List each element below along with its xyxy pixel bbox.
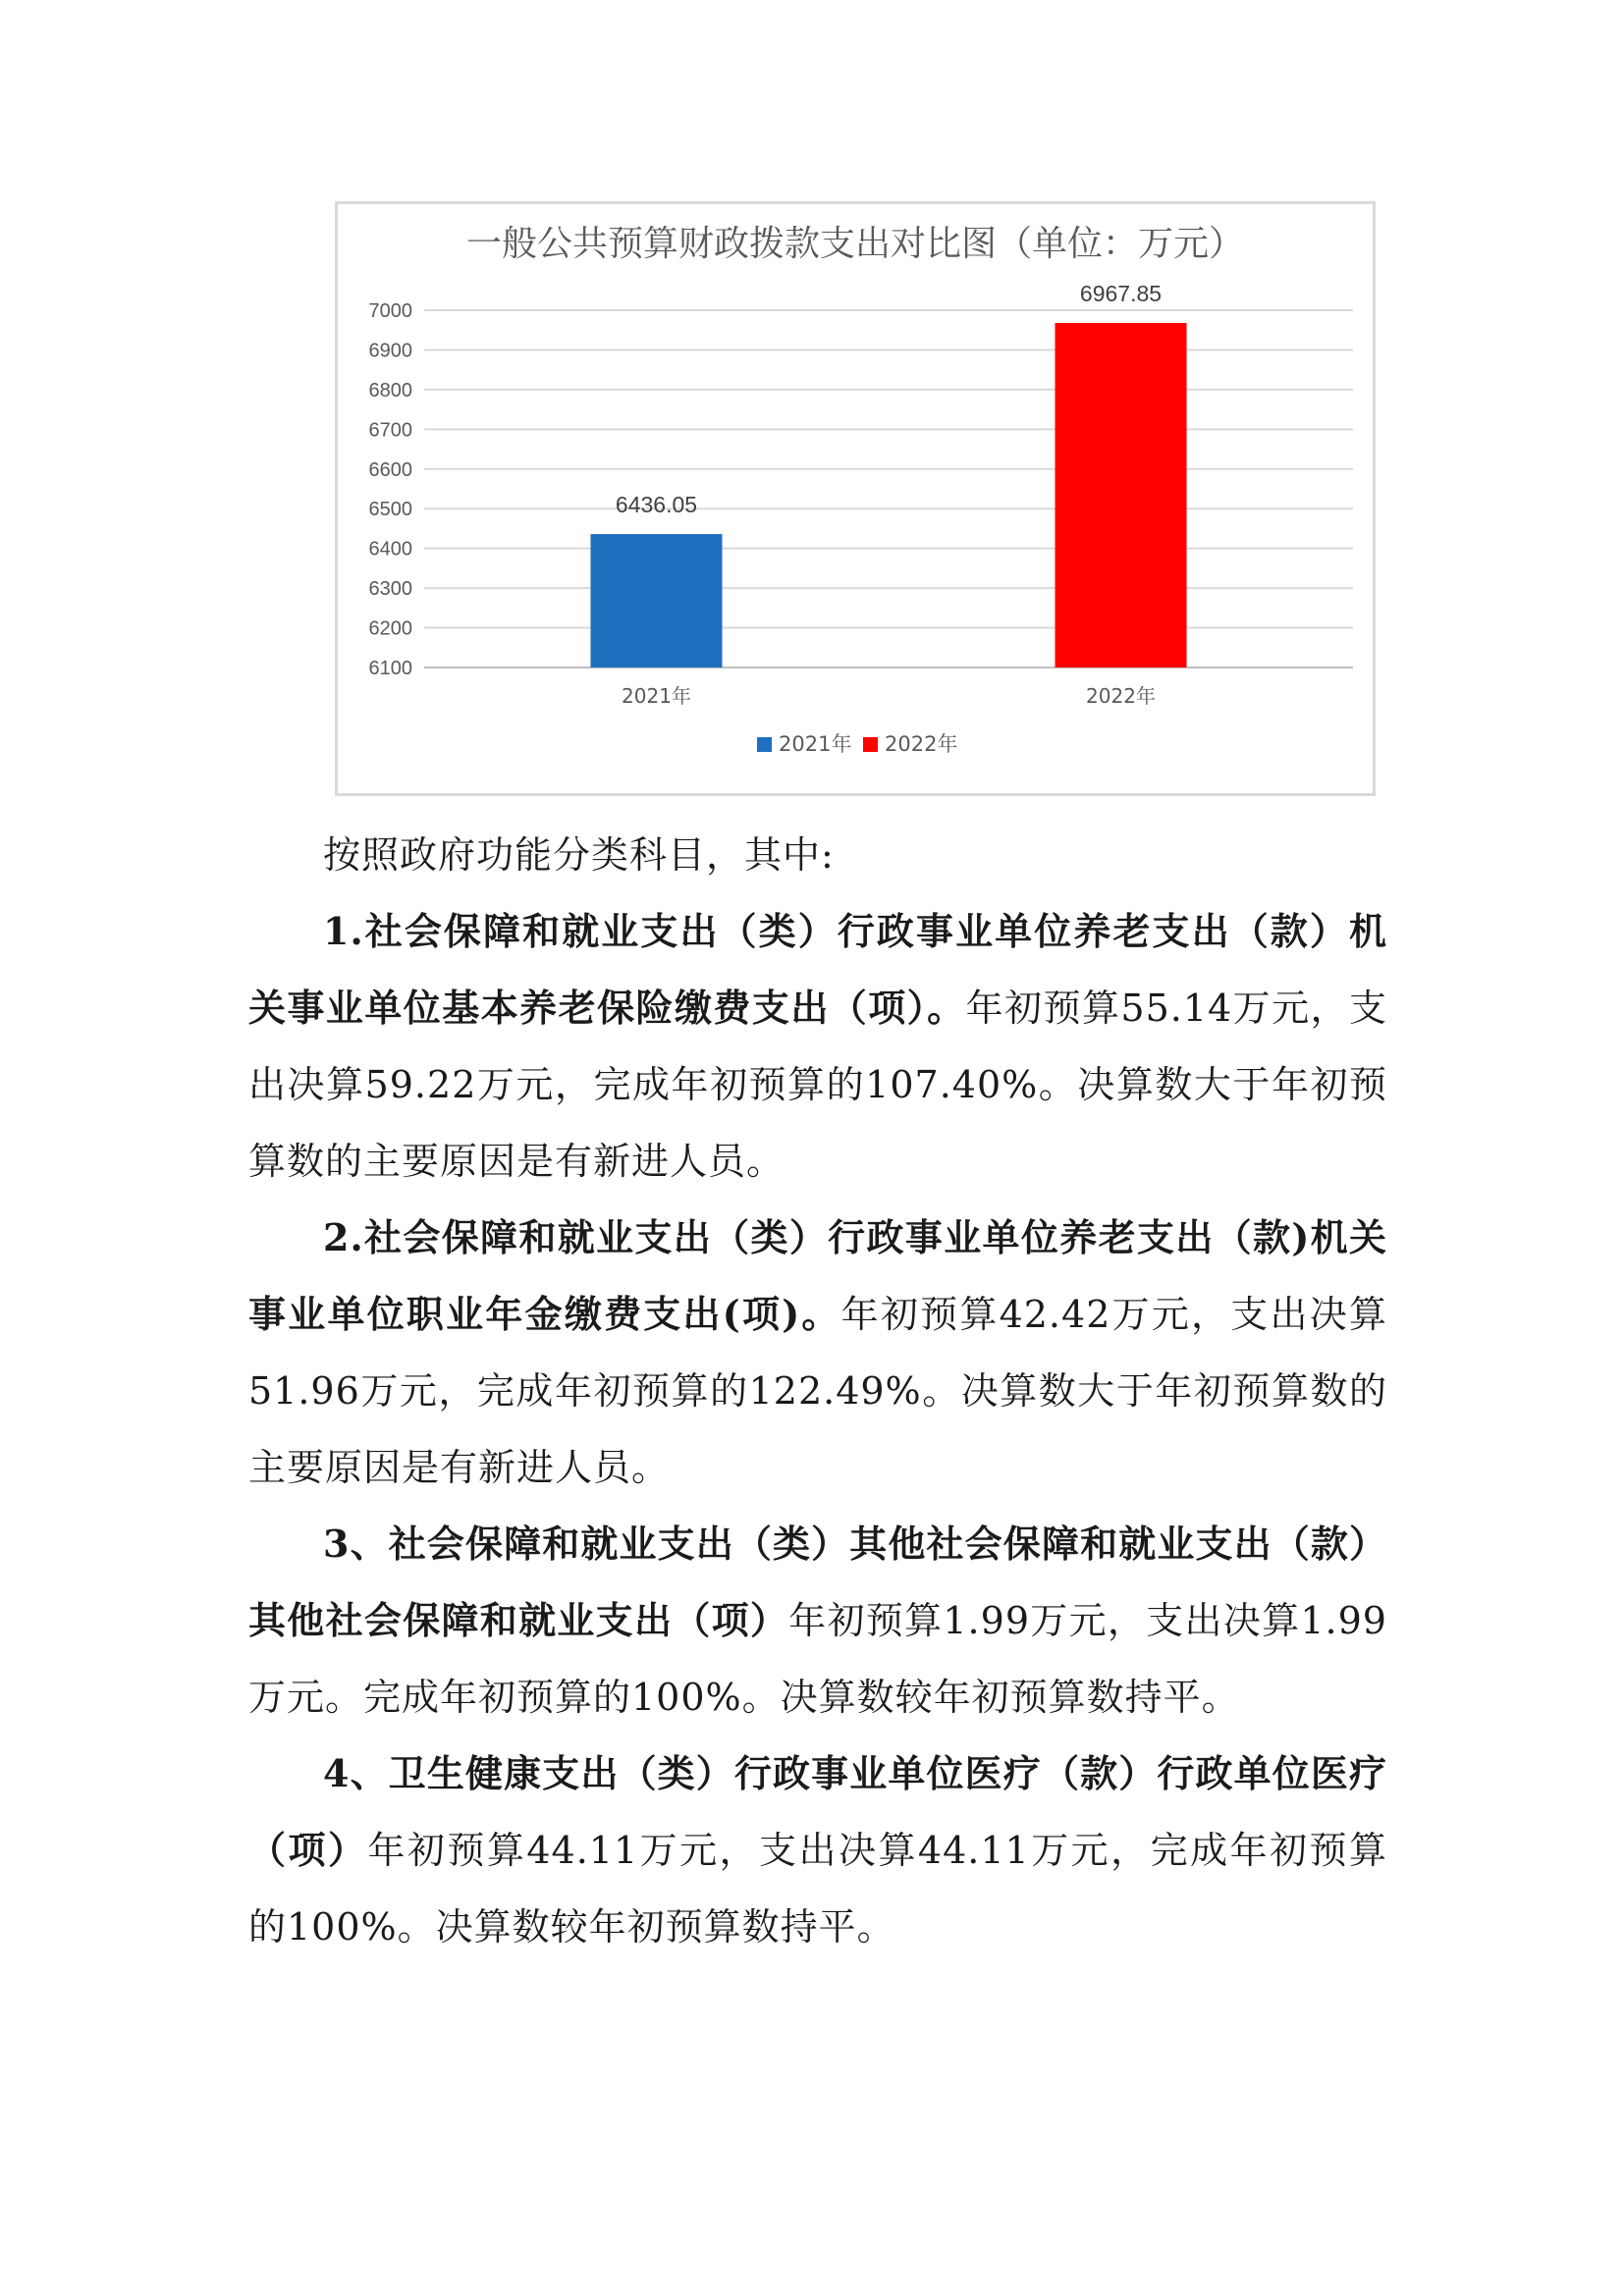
item-heading-1: 1.社会保障和就业支出（类）行政事业单位养老支出（款）机关事业单位基本养老保险缴费支出（项）。: [248, 909, 1387, 1030]
y-tick-label: 6500: [368, 499, 412, 521]
y-tick-label: 6200: [368, 617, 412, 640]
document-body: [248, 817, 1387, 1965]
item-paragraph-4: [248, 1735, 1387, 1965]
item-heading-3: 3、社会保障和就业支出（类）其他社会保障和就业支出（款）其他社会保障和就业支出（项）: [248, 1522, 1387, 1642]
x-category-label: 2022年: [1086, 684, 1156, 708]
bar-2021年: [591, 534, 723, 667]
item-paragraph-2: [248, 1200, 1387, 1506]
intro-paragraph: 按照政府功能分类科目，其中:: [323, 833, 835, 877]
budget-comparison-chart: [335, 201, 1376, 796]
legend-label: 2021年: [779, 732, 852, 756]
y-tick-label: 6700: [368, 419, 412, 442]
item-body-3: 年初预算1.99万元，支出决算1.99万元。完成年初预算的100%。决算数较年初预算数持平。: [248, 1599, 1387, 1719]
y-tick-label: 6600: [368, 458, 412, 481]
item-body-1: 年初预算55.14万元，支出决算59.22万元，完成年初预算的107.40%。决算数大于年初预算数的主要原因是有新进人员。: [248, 987, 1387, 1183]
legend-label: 2022年: [885, 732, 958, 756]
item-body-4: 年初预算44.11万元，支出决算44.11万元，完成年初预算的100%。决算数较年初预算数持平。: [248, 1829, 1387, 1949]
y-tick-label: 6300: [368, 578, 412, 601]
y-tick-label: 6100: [368, 658, 412, 679]
bar-2022年: [1056, 323, 1187, 667]
item-heading-2: 2.社会保障和就业支出（类）行政事业单位养老支出（款)机关事业单位职业年金缴费支出(项)。: [248, 1215, 1387, 1336]
y-tick-label: 6800: [368, 379, 412, 401]
y-tick-label: 6900: [368, 340, 412, 362]
item-paragraph-1: [248, 893, 1387, 1200]
item-heading-4: 4、卫生健康支出（类）行政事业单位医疗（款）行政单位医疗（项）: [248, 1751, 1387, 1872]
chart-canvas: [338, 204, 1373, 793]
chart-title: 一般公共预算财政拨款支出对比图（单位：万元）: [465, 224, 1245, 264]
item-paragraph-3: [248, 1506, 1387, 1735]
data-label: 6967.85: [1079, 281, 1163, 307]
data-label: 6436.05: [615, 492, 698, 518]
legend-swatch: [863, 737, 878, 752]
item-body-2: 年初预算42.42万元，支出决算51.96万元，完成年初预算的122.49%。决算数大于年初预算数的主要原因是有新进人员。: [248, 1293, 1387, 1489]
x-category-label: 2021年: [622, 684, 691, 708]
legend-swatch: [757, 737, 772, 752]
y-tick-label: 7000: [368, 300, 412, 322]
y-tick-label: 6400: [368, 538, 412, 561]
